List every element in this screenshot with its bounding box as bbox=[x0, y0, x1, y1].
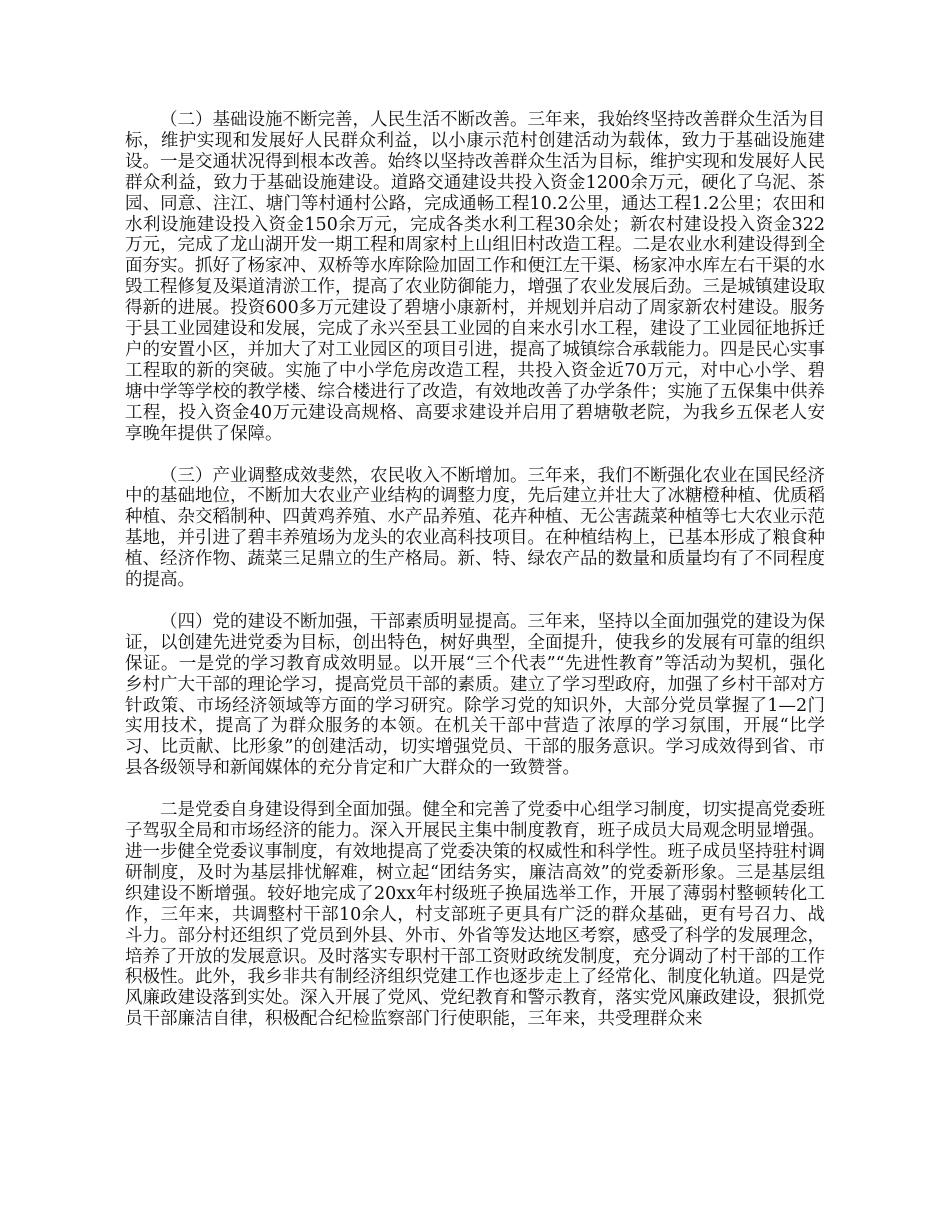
paragraph-infrastructure: （二）基础设施不断完善，人民生活不断改善。三年来，我始终坚持改善群众生活为目标，维护实现和发展好人民群众利益，以小康示范村创建活动为载体，致力于基础设施建设。一是交通状况得到根本改善。始终以坚持改善群众生活为目标，维护实现和发展好人民群众利益，致力于基础设施建设。道路交通建设共投入资金1200余万元，硬化了乌泥、茶园、同意、注江、塘门等村通村公路，完成通畅工程10.2公里，通达工程1.2公里；农田和水利设施建设投入资金150余万元，完成各类水利工程30余处；新农村建设投入资金322万元，完成了龙山湖开发一期工程和周家村上山组旧村改造工程。二是农业水利建设得到全面夯实。抓好了杨家冲、双桥等水库除险加固工作和便江左干渠、杨家冲水库左右干渠的水毁工程修复及渠道清淤工作，提高了农业防御能力，增强了农业发展后劲。三是城镇建设取得新的进展。投资600多万元建设了碧塘小康新村，并规划并启动了周家新农村建设。服务于县工业园建设和发展，完成了永兴至县工业园的自来水引水工程，建设了工业园征地拆迁户的安置小区，并加大了对工业园区的项目引进，提高了城镇综合承载能力。四是民心实事工程取的新的突破。实施了中小学危房改造工程，共投入资金近70万元，对中心小学、碧塘中学等学校的教学楼、综合楼进行了改造，有效地改善了办学条件；实施了五保集中供养工程，投入资金40万元建设高规格、高要求建设并启用了碧塘敬老院，为我乡五保老人安享晚年提供了保障。 bbox=[125, 110, 825, 444]
paragraph-industry-adjustment: （三）产业调整成效斐然，农民收入不断增加。三年来，我们不断强化农业在国民经济中的基础地位，不断加大农业产业结构的调整力度，先后建立并壮大了冰糖橙种植、优质稻种植、杂交稻制种、四黄鸡养殖、水产品养殖、花卉种植、无公害蔬菜种植等七大农业示范基地，并引进了碧丰养殖场为龙头的农业高科技项目。在种植结构上，已基本形成了粮食种植、经济作物、蔬菜三足鼎立的生产格局。新、特、绿农产品的数量和质量均有了不同程度的提高。 bbox=[125, 465, 825, 591]
document-body bbox=[125, 110, 825, 1051]
paragraph-party-committee: 二是党委自身建设得到全面加强。健全和完善了党委中心组学习制度，切实提高党委班子驾驭全局和市场经济的能力。深入开展民主集中制度教育，班子成员大局观念明显增强。进一步健全党委议事制度，有效地提高了党委决策的权威性和科学性。班子成员坚持驻村调研制度，及时为基层排忧解难，树立起“团结务实，廉洁高效”的党委新形象。三是基层组织建设不断增强。较好地完成了20xx年村级班子换届选举工作，开展了薄弱村整顿转化工作，三年来，共调整村干部10余人，村支部班子更具有广泛的群众基础，更有号召力、战斗力。部分村还组织了党员到外县、外市、外省等发达地区考察，感受了科学的发展理念，培养了开放的发展意识。及时落实专职村干部工资财政统发制度，充分调动了村干部的工作积极性。此外，我乡非共有制经济组织党建工作也逐步走上了经常化、制度化轨道。四是党风廉政建设落到实处。深入开展了党风、党纪教育和警示教育，落实党风廉政建设，狠抓党员干部廉洁自律，积极配合纪检监察部门行使职能，三年来，共受理群众来 bbox=[125, 800, 825, 1030]
paragraph-party-building: （四）党的建设不断加强，干部素质明显提高。三年来，坚持以全面加强党的建设为保证，以创建先进党委为目标，创出特色，树好典型，全面提升，使我乡的发展有可靠的组织保证。一是党的学习教育成效明显。以开展“三个代表”“先进性教育”等活动为契机，强化乡村广大干部的理论学习，提高党员干部的素质。建立了学习型政府，加强了乡村干部对方针政策、市场经济领域等方面的学习研究。除学习党的知识外，大部分党员掌握了1—2门实用技术，提高了为群众服务的本领。在机关干部中营造了浓厚的学习氛围，开展“比学习、比贡献、比形象”的创建活动，切实增强党员、干部的服务意识。学习成效得到省、市县各级领导和新闻媒体的充分肯定和广大群众的一致赞誉。 bbox=[125, 611, 825, 779]
